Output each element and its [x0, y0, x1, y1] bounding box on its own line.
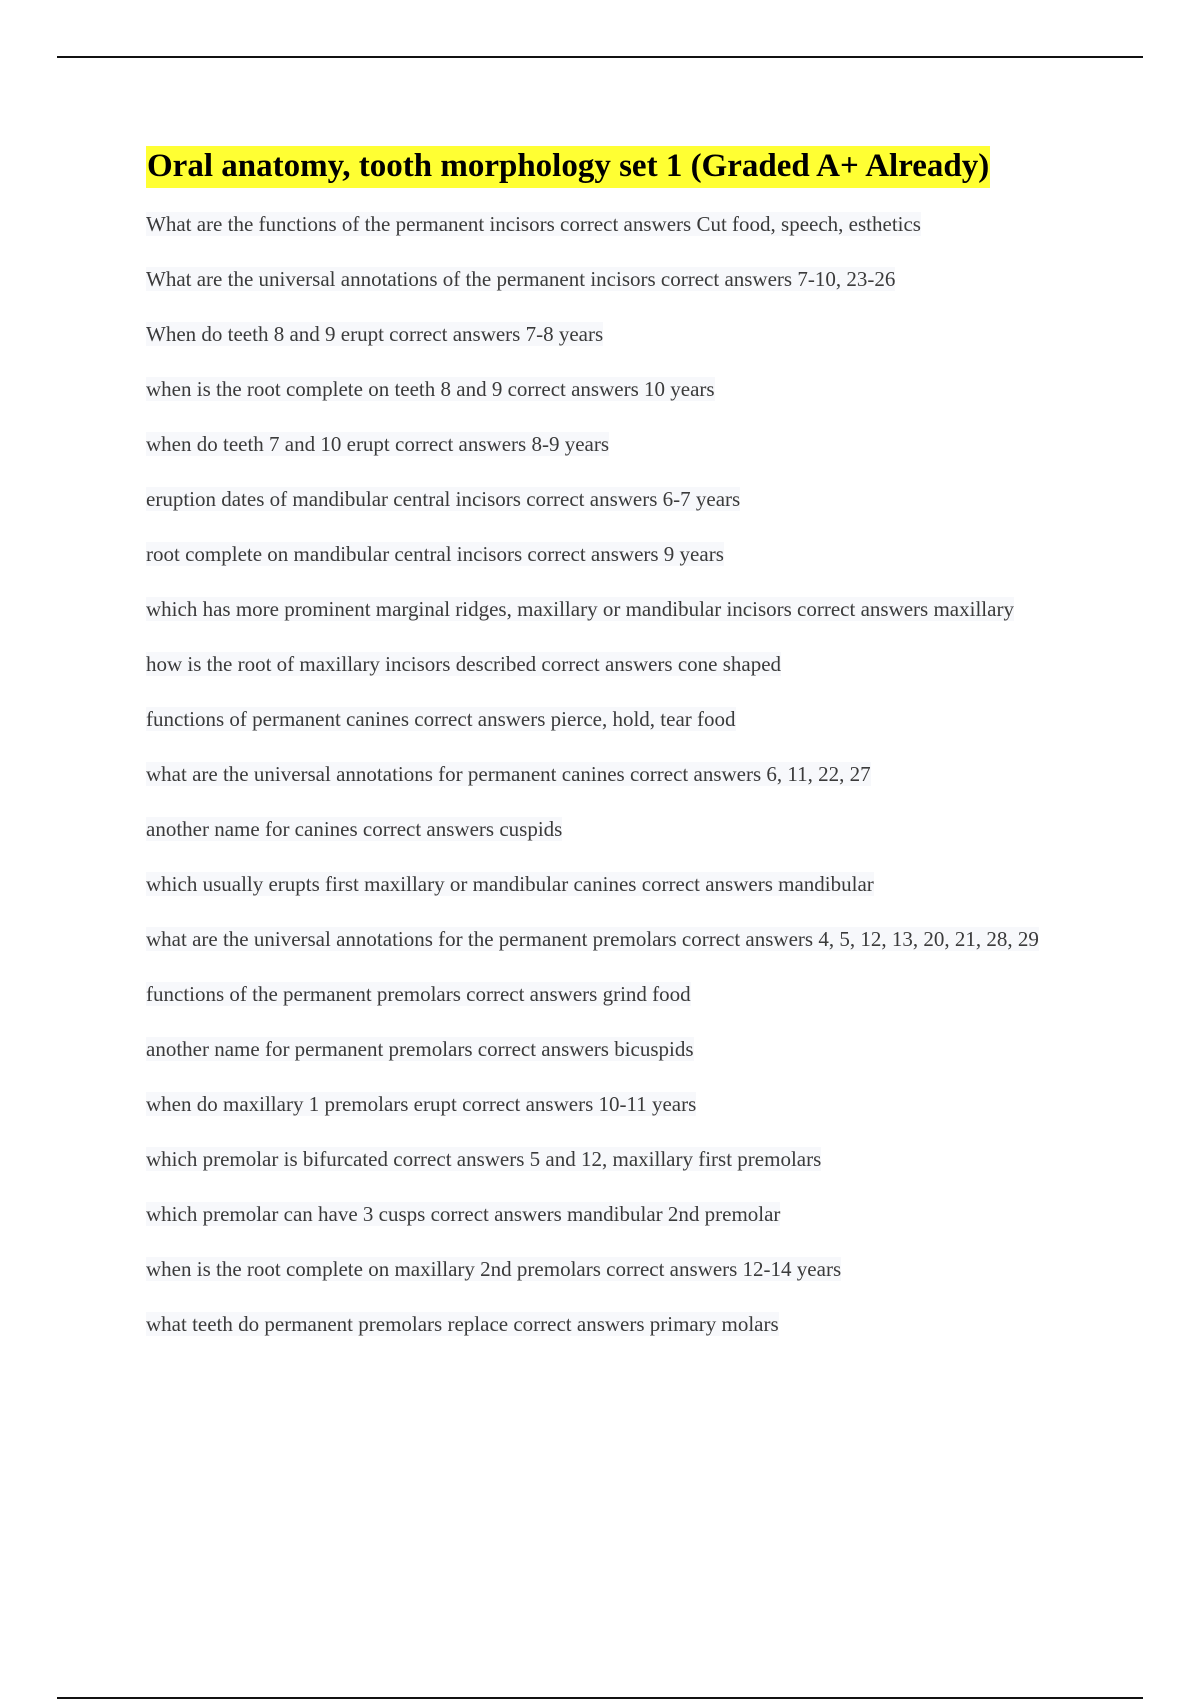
qa-text: how is the root of maxillary incisors described correct answers cone shaped — [146, 652, 782, 676]
qa-item — [146, 430, 1076, 458]
qa-text: which usually erupts first maxillary or mandibular canines correct answers mandibular — [146, 872, 874, 896]
qa-item — [146, 210, 1076, 238]
qa-item — [146, 815, 1076, 843]
qa-item — [146, 485, 1076, 513]
qa-item — [146, 595, 1076, 623]
qa-text: when is the root complete on maxillary 2nd premolars correct answers 12-14 years — [146, 1257, 842, 1281]
qa-item — [146, 650, 1076, 678]
qa-text: which premolar can have 3 cusps correct answers mandibular 2nd premolar — [146, 1202, 781, 1226]
qa-text: What are the functions of the permanent incisors correct answers Cut food, speech, esthetics — [146, 212, 921, 236]
qa-text: what teeth do permanent premolars replace correct answers primary molars — [146, 1312, 779, 1336]
qa-text: What are the universal annotations of the permanent incisors correct answers 7-10, 23-26 — [146, 267, 896, 291]
qa-text: when is the root complete on teeth 8 and 9 correct answers 10 years — [146, 377, 715, 401]
qa-item — [146, 980, 1076, 1008]
qa-item — [146, 1035, 1076, 1063]
qa-item — [146, 925, 1076, 953]
qa-text: when do maxillary 1 premolars erupt correct answers 10-11 years — [146, 1092, 697, 1116]
top-rule — [57, 56, 1143, 58]
qa-item — [146, 375, 1076, 403]
qa-item — [146, 1145, 1076, 1173]
qa-text: which premolar is bifurcated correct answers 5 and 12, maxillary first premolars — [146, 1147, 822, 1171]
qa-item — [146, 540, 1076, 568]
qa-item — [146, 870, 1076, 898]
qa-text: functions of the permanent premolars correct answers grind food — [146, 982, 691, 1006]
qa-text: root complete on mandibular central incisors correct answers 9 years — [146, 542, 724, 566]
qa-text: which has more prominent marginal ridges, maxillary or mandibular incisors correct answers maxillary — [146, 597, 1014, 621]
qa-list — [146, 210, 1076, 1338]
qa-item — [146, 705, 1076, 733]
bottom-rule — [57, 1697, 1143, 1699]
document-body — [146, 146, 1076, 1365]
qa-item — [146, 1310, 1076, 1338]
qa-text: functions of permanent canines correct answers pierce, hold, tear food — [146, 707, 736, 731]
qa-text: what are the universal annotations for the permanent premolars correct answers 4, 5, 12, 13, 20, 21, 28, 29 — [146, 927, 1039, 951]
qa-text: when do teeth 7 and 10 erupt correct answers 8-9 years — [146, 432, 609, 456]
qa-item — [146, 1200, 1076, 1228]
qa-item — [146, 1255, 1076, 1283]
qa-item — [146, 265, 1076, 293]
qa-text: another name for canines correct answers cuspids — [146, 817, 563, 841]
qa-text: another name for permanent premolars correct answers bicuspids — [146, 1037, 694, 1061]
qa-text: eruption dates of mandibular central incisors correct answers 6-7 years — [146, 487, 741, 511]
qa-text: what are the universal annotations for permanent canines correct answers 6, 11, 22, 27 — [146, 762, 871, 786]
qa-item — [146, 320, 1076, 348]
document-title: Oral anatomy, tooth morphology set 1 (Graded A+ Already) — [146, 146, 990, 188]
qa-item — [146, 760, 1076, 788]
qa-text: When do teeth 8 and 9 erupt correct answers 7-8 years — [146, 322, 604, 346]
qa-item — [146, 1090, 1076, 1118]
